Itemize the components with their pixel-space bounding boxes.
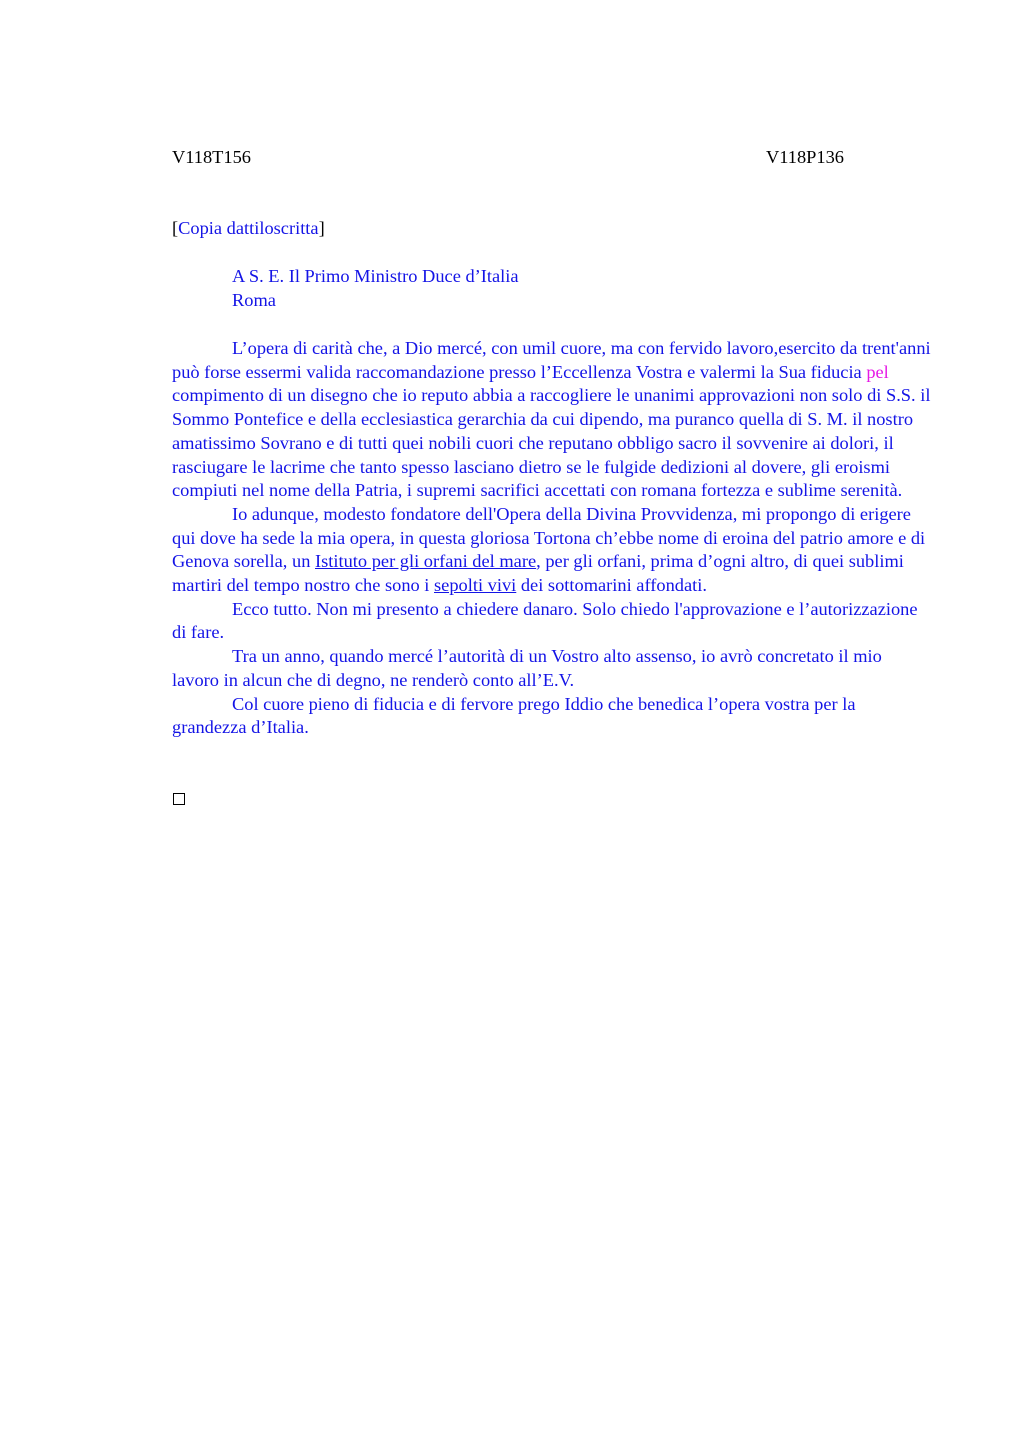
copy-note-text: Copia dattiloscritta — [178, 218, 319, 238]
address-line-1: A S. E. Il Primo Ministro Duce d’Italia — [232, 266, 519, 286]
paragraph-1 — [172, 337, 932, 503]
bracket-open: [ — [172, 218, 179, 238]
letter-body — [172, 337, 932, 740]
paragraph-2-part-b: , per gli orfani, prima d’ogni altro, di quei sublimi martiri del tempo nostro che sono i — [172, 551, 904, 596]
right-code: V118P136 — [766, 147, 844, 167]
paragraph-3: Ecco tutto. Non mi presento a chiedere danaro. Solo chiedo l'approvazione e l’autorizzazione di fare. — [172, 598, 918, 643]
underlined-institute: Istituto per gli orfani del mare — [315, 551, 537, 572]
left-code: V118T156 — [172, 147, 252, 167]
paragraph-1-part-b: compimento di un disegno che io reputo abbia a raccogliere le unanimi approvazioni non solo di S.S. il Sommo Pontefice e della ecclesiastica gerarchia da cui dipendo, ma puranco quella di S. M. il nostro amatissimo Sovrano e di tutti quei nobili cuori che reputano obbligo sacro il sovvenire ai dolori, il rasciugare le lacrime che tanto spesso lasciano dietro se le fulgide dedizioni al dovere, gli eroismi compiuti nel nome della Patria, i supremi sacrifici accettati con romana fortezza e sublime serenità. — [172, 385, 931, 501]
paragraph-5: Col cuore pieno di fiducia e di fervore prego Iddio che benedica l’opera vostra per la grandezza d’Italia. — [172, 693, 856, 738]
address-line-2: Roma — [232, 290, 276, 310]
paragraph-4: Tra un anno, quando mercé l’autorità di un Vostro alto assenso, io avrò concretato il mio lavoro in alcun che di degno, ne renderò conto all’E.V. — [172, 646, 882, 690]
paragraph-2-part-c: dei sottomarini affondati. — [516, 575, 707, 596]
paragraph-2 — [172, 503, 932, 598]
checkbox-square-icon — [173, 793, 185, 805]
highlighted-word: pel — [866, 361, 889, 382]
paragraph-2-part-a: Io adunque, modesto fondatore dell'Opera della Divina Provvidenza, mi propongo di erigere qui dove ha sede la mia opera, in questa gloriosa Tortona ch’ebbe nome di eroina del patrio amore e di Genova sorella, un — [172, 503, 926, 572]
page-header — [172, 147, 844, 168]
underlined-sepolti-vivi: sepolti vivi — [434, 575, 517, 596]
paragraph-1-part-a: L’opera di carità che, a Dio mercé, con umil cuore, ma con fervido lavoro,esercito da trent'anni può forse essermi valida raccomandazione presso l’Eccellenza Vostra e valermi la Sua fiducia — [172, 338, 931, 382]
bracket-close: ] — [318, 218, 325, 238]
copy-note — [172, 218, 325, 239]
